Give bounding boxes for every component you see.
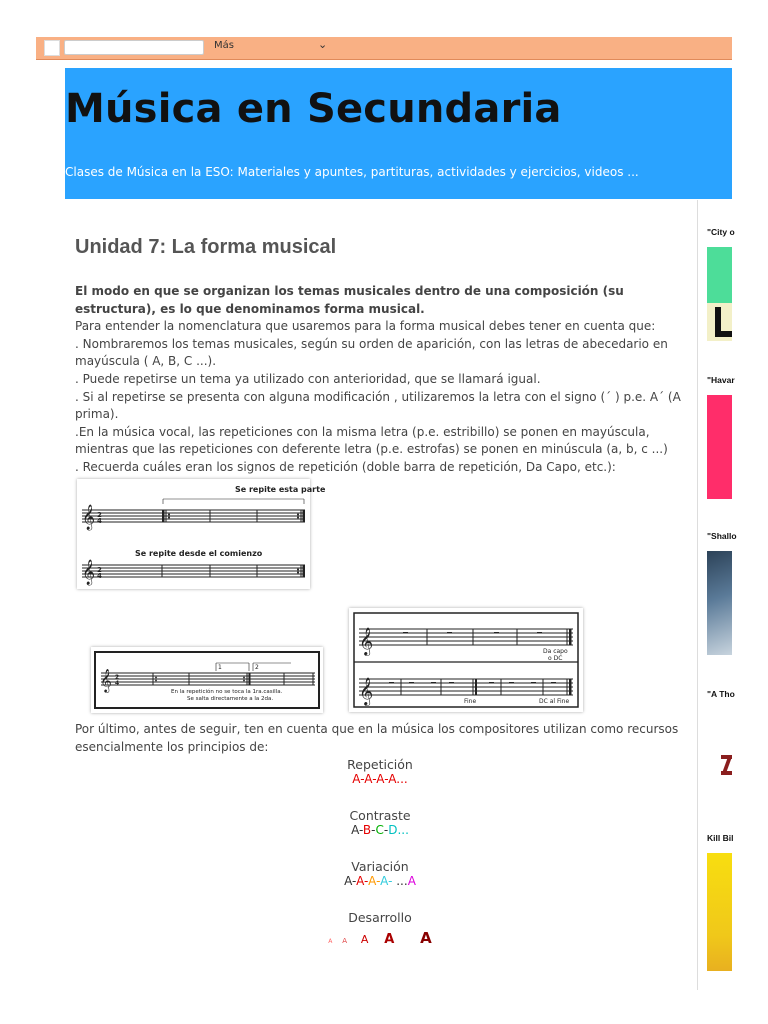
principle-variacion-name: Variación [351, 859, 409, 874]
sidebar-video-title[interactable]: Kill Bil [707, 833, 734, 843]
chevron-down-icon[interactable]: ⌄ [318, 38, 328, 51]
repeat-signs-image[interactable] [77, 479, 326, 589]
sidebar-video-item[interactable] [707, 531, 737, 655]
sidebar-video-thumbnail[interactable] [707, 853, 732, 971]
contraste-dash: - [371, 823, 376, 837]
post-body [75, 283, 685, 477]
blog-description: Clases de Música en la ESO: Materiales y apuntes, partituras, actividades y ejercicios, videos ... [65, 165, 639, 179]
sidebar-video-item[interactable] [707, 833, 732, 971]
intro-bold: El modo en que se organizan los temas musicales dentro de una composición (su estructura), es lo que denominamos forma musical. [75, 284, 624, 316]
svg-text:2: 2 [97, 511, 102, 519]
post-header [75, 236, 683, 259]
body-line: .En la música vocal, las repeticiones con la misma letra (p.e. estribillo) se ponen en mayúscula, mientras que las repeticiones con deferente letra (p.e. estrofas) se ponen en minúscula (a, b, c ...) [75, 424, 668, 457]
desarrollo-letter: A [342, 937, 348, 945]
principle-desarrollo-seq [300, 929, 460, 947]
svg-text:𝄞: 𝄞 [100, 668, 112, 692]
variacion-part: A- [344, 874, 357, 888]
principle-repeticion-name: Repetición [347, 757, 413, 772]
desarrollo-letter: A [360, 933, 369, 946]
sidebar-video-thumbnail[interactable] [707, 551, 732, 655]
svg-text:𝄞: 𝄞 [82, 560, 96, 585]
svg-text:4: 4 [97, 572, 102, 580]
variacion-part: A- [368, 874, 381, 888]
sidebar-video-title[interactable]: "Havar [707, 375, 735, 385]
svg-text:𝄞: 𝄞 [359, 677, 374, 705]
body-line: . Nombraremos los temas musicales, según su orden de aparición, con las letras de abecedario en mayúscula ( A, B, C ...). [75, 336, 668, 369]
desarrollo-letter: A [420, 929, 432, 947]
svg-text:4: 4 [97, 517, 102, 525]
contraste-c: C [375, 823, 384, 837]
ending-box-2: 2 [255, 664, 259, 671]
ending-boxes-image[interactable] [91, 647, 323, 713]
body-line: . Puede repetirse un tema ya utilizado con anterioridad, que se llamará igual. [75, 371, 541, 386]
fine-label: Fine [464, 698, 477, 705]
sidebar-video-thumbnail[interactable] [707, 247, 732, 341]
blogger-logo-icon[interactable] [44, 40, 60, 56]
search-input[interactable] [64, 40, 204, 55]
sidebar-video-thumbnail[interactable] [707, 709, 732, 799]
dc-label: o DC [548, 655, 563, 662]
svg-text:𝄞: 𝄞 [359, 627, 374, 655]
body-line: . Recuerda cuáles eran los signos de repetición (doble barra de repetición, Da Capo, etc.): [75, 459, 616, 474]
sidebar-divider [697, 200, 698, 990]
principle-desarrollo-name: Desarrollo [348, 910, 412, 925]
post-title[interactable]: Unidad 7: La forma musical [75, 236, 337, 258]
variacion-part: A [407, 874, 416, 888]
sidebar-video-item[interactable] [707, 227, 735, 341]
da-capo-staff [349, 608, 583, 712]
da-capo-image[interactable] [349, 608, 583, 712]
repeat-signs-staff [77, 479, 326, 589]
blog-title[interactable]: Música en Secundaria [65, 86, 562, 132]
variacion-part: A- [356, 874, 369, 888]
svg-text:4: 4 [115, 680, 120, 687]
contraste-b: B [362, 823, 372, 837]
body-line: Para entender la nomenclatura que usaremos para la forma musical debes tener en cuenta que: [75, 319, 656, 334]
da-capo-label: Da capo [543, 648, 568, 655]
repeat-label-top: Se repite esta parte [235, 485, 326, 494]
ending-caption-1: En la repetición no se toca la 1ra.casilla. [171, 689, 283, 695]
svg-text:𝄞: 𝄞 [82, 505, 96, 530]
svg-text:2: 2 [115, 674, 120, 681]
blog-header [65, 68, 732, 199]
contraste-a: A- [351, 823, 363, 837]
sidebar-video-item[interactable] [707, 375, 735, 499]
contraste-d: D... [388, 823, 409, 837]
variacion-part: ... [392, 874, 408, 888]
principle-repeticion-seq: A-A-A-A... [352, 772, 408, 786]
more-menu-label[interactable]: Más [214, 40, 234, 51]
desarrollo-letter: A [328, 938, 333, 945]
principle-contraste-seq [300, 823, 460, 837]
ending-boxes-staff [91, 647, 323, 713]
closing-text [75, 720, 685, 756]
sidebar-video-item[interactable] [707, 689, 735, 799]
svg-text:2: 2 [97, 566, 102, 574]
ending-caption-2: Se salta directamente a la 2da. [187, 696, 274, 702]
desarrollo-letter: A [384, 932, 395, 947]
principles-list [300, 757, 460, 969]
closing-line: esencialmente los principios de: [75, 740, 269, 754]
variacion-part: A- [380, 874, 393, 888]
top-navbar [36, 37, 732, 60]
sidebar-video-title[interactable]: "A Tho [707, 689, 735, 699]
principle-contraste-name: Contraste [349, 808, 411, 823]
ending-box-1: 1 [218, 664, 222, 671]
dc-al-fine-label: DC al Fine [539, 698, 570, 705]
contraste-dash: - [383, 823, 389, 837]
closing-line: Por último, antes de seguir, ten en cuenta que en la música los compositores utilizan como recursos [75, 722, 679, 736]
sidebar-video-title[interactable]: "City o [707, 227, 735, 237]
sidebar-video-thumbnail[interactable] [707, 395, 732, 499]
repeat-label-bottom: Se repite desde el comienzo [135, 549, 263, 558]
body-line: . Si al repetirse se presenta con alguna modificación , utilizaremos la letra con el signo (´ ) p.e. A´ (A prima). [75, 389, 681, 422]
sidebar-video-title[interactable]: "Shallo [707, 531, 737, 541]
principle-variacion-seq [300, 874, 460, 888]
